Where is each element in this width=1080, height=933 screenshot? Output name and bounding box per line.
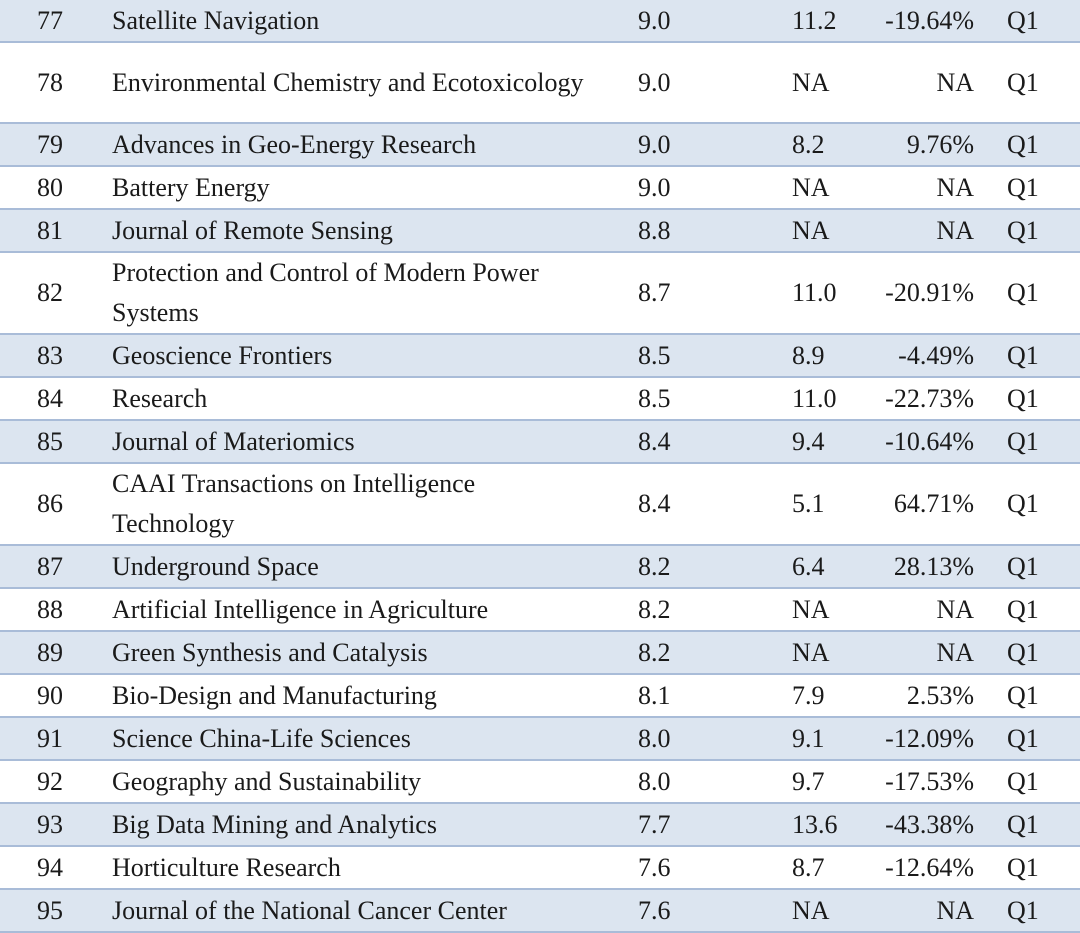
impact-factor-2022-cell: 5.1	[748, 463, 872, 545]
rank-cell: 93	[0, 803, 100, 846]
impact-factor-2023-cell: 8.0	[601, 717, 748, 760]
impact-factor-2022-cell: NA	[748, 631, 872, 674]
journal-title-cell: Green Synthesis and Catalysis	[100, 631, 601, 674]
impact-factor-2022-cell: 8.7	[748, 846, 872, 889]
change-percent-cell: -17.53%	[872, 760, 988, 803]
quartile-cell: Q1	[988, 377, 1080, 420]
impact-factor-2023-cell: 8.4	[601, 420, 748, 463]
quartile-cell: Q1	[988, 803, 1080, 846]
journal-title-cell: Big Data Mining and Analytics	[100, 803, 601, 846]
table-row	[0, 252, 1080, 334]
journal-title-cell: Horticulture Research	[100, 846, 601, 889]
quartile-cell: Q1	[988, 760, 1080, 803]
table-row	[0, 631, 1080, 674]
rank-cell: 89	[0, 631, 100, 674]
impact-factor-2022-cell: NA	[748, 209, 872, 252]
table-row	[0, 42, 1080, 123]
table-row	[0, 545, 1080, 588]
quartile-cell: Q1	[988, 42, 1080, 123]
change-percent-cell: 2.53%	[872, 674, 988, 717]
impact-factor-2022-cell: 11.0	[748, 252, 872, 334]
rank-cell: 82	[0, 252, 100, 334]
change-percent-cell: -43.38%	[872, 803, 988, 846]
journal-title-cell: Battery Energy	[100, 166, 601, 209]
impact-factor-2023-cell: 8.8	[601, 209, 748, 252]
quartile-cell: Q1	[988, 846, 1080, 889]
quartile-cell: Q1	[988, 334, 1080, 377]
impact-factor-2022-cell: 11.2	[748, 0, 872, 42]
journal-title-cell: Underground Space	[100, 545, 601, 588]
impact-factor-2023-cell: 8.7	[601, 252, 748, 334]
change-percent-cell: -19.64%	[872, 0, 988, 42]
impact-factor-2022-cell: 9.4	[748, 420, 872, 463]
change-percent-cell: NA	[872, 166, 988, 209]
impact-factor-2023-cell: 8.4	[601, 463, 748, 545]
change-percent-cell: -12.09%	[872, 717, 988, 760]
impact-factor-2022-cell: NA	[748, 588, 872, 631]
rank-cell: 87	[0, 545, 100, 588]
rank-cell: 85	[0, 420, 100, 463]
journal-title-cell: Science China-Life Sciences	[100, 717, 601, 760]
rank-cell: 84	[0, 377, 100, 420]
journal-title-cell: Protection and Control of Modern Power Systems	[100, 252, 601, 334]
change-percent-cell: NA	[872, 209, 988, 252]
rank-cell: 88	[0, 588, 100, 631]
quartile-cell: Q1	[988, 123, 1080, 166]
journal-title-cell: Artificial Intelligence in Agriculture	[100, 588, 601, 631]
quartile-cell: Q1	[988, 717, 1080, 760]
impact-factor-2022-cell: 13.6	[748, 803, 872, 846]
quartile-cell: Q1	[988, 545, 1080, 588]
journal-title-cell: Research	[100, 377, 601, 420]
impact-factor-2022-cell: 8.9	[748, 334, 872, 377]
impact-factor-2022-cell: 9.7	[748, 760, 872, 803]
impact-factor-2023-cell: 8.1	[601, 674, 748, 717]
journal-title-cell: Satellite Navigation	[100, 0, 601, 42]
rank-cell: 81	[0, 209, 100, 252]
impact-factor-2022-cell: 7.9	[748, 674, 872, 717]
impact-factor-2023-cell: 8.0	[601, 760, 748, 803]
change-percent-cell: -12.64%	[872, 846, 988, 889]
table-row	[0, 674, 1080, 717]
rank-cell: 86	[0, 463, 100, 545]
impact-factor-2022-cell: 9.1	[748, 717, 872, 760]
change-percent-cell: 64.71%	[872, 463, 988, 545]
table-row	[0, 377, 1080, 420]
journal-title-cell: Advances in Geo-Energy Research	[100, 123, 601, 166]
change-percent-cell: 28.13%	[872, 545, 988, 588]
journal-title-cell: Geography and Sustainability	[100, 760, 601, 803]
table-row	[0, 889, 1080, 932]
rank-cell: 91	[0, 717, 100, 760]
impact-factor-2022-cell: NA	[748, 889, 872, 932]
journal-title-cell: Journal of Materiomics	[100, 420, 601, 463]
impact-factor-2022-cell: 8.2	[748, 123, 872, 166]
quartile-cell: Q1	[988, 166, 1080, 209]
change-percent-cell: -10.64%	[872, 420, 988, 463]
table-row	[0, 463, 1080, 545]
rank-cell: 95	[0, 889, 100, 932]
quartile-cell: Q1	[988, 889, 1080, 932]
impact-factor-2023-cell: 9.0	[601, 123, 748, 166]
table-row	[0, 209, 1080, 252]
change-percent-cell: -4.49%	[872, 334, 988, 377]
journal-title-cell: Environmental Chemistry and Ecotoxicology	[100, 42, 601, 123]
quartile-cell: Q1	[988, 420, 1080, 463]
change-percent-cell: -22.73%	[872, 377, 988, 420]
rank-cell: 94	[0, 846, 100, 889]
rank-cell: 83	[0, 334, 100, 377]
impact-factor-2022-cell: 11.0	[748, 377, 872, 420]
rank-cell: 78	[0, 42, 100, 123]
table-row	[0, 123, 1080, 166]
quartile-cell: Q1	[988, 209, 1080, 252]
impact-factor-2023-cell: 9.0	[601, 0, 748, 42]
impact-factor-2023-cell: 7.6	[601, 846, 748, 889]
impact-factor-2023-cell: 9.0	[601, 42, 748, 123]
journal-title-cell: Journal of Remote Sensing	[100, 209, 601, 252]
impact-factor-2022-cell: 6.4	[748, 545, 872, 588]
impact-factor-2023-cell: 8.5	[601, 334, 748, 377]
impact-factor-2023-cell: 8.2	[601, 588, 748, 631]
rank-cell: 77	[0, 0, 100, 42]
change-percent-cell: NA	[872, 631, 988, 674]
impact-factor-2023-cell: 8.2	[601, 545, 748, 588]
change-percent-cell: 9.76%	[872, 123, 988, 166]
impact-factor-2022-cell: NA	[748, 166, 872, 209]
impact-factor-2022-cell: NA	[748, 42, 872, 123]
table-row	[0, 334, 1080, 377]
rank-cell: 90	[0, 674, 100, 717]
table-row	[0, 760, 1080, 803]
impact-factor-2023-cell: 7.6	[601, 889, 748, 932]
rank-cell: 79	[0, 123, 100, 166]
impact-factor-2023-cell: 7.7	[601, 803, 748, 846]
quartile-cell: Q1	[988, 588, 1080, 631]
impact-factor-2023-cell: 9.0	[601, 166, 748, 209]
table-row	[0, 588, 1080, 631]
table-row	[0, 846, 1080, 889]
change-percent-cell: NA	[872, 588, 988, 631]
quartile-cell: Q1	[988, 631, 1080, 674]
change-percent-cell: NA	[872, 889, 988, 932]
impact-factor-2023-cell: 8.2	[601, 631, 748, 674]
quartile-cell: Q1	[988, 674, 1080, 717]
table-row	[0, 803, 1080, 846]
rank-cell: 80	[0, 166, 100, 209]
journal-title-cell: Journal of the National Cancer Center	[100, 889, 601, 932]
rank-cell: 92	[0, 760, 100, 803]
quartile-cell: Q1	[988, 0, 1080, 42]
journal-title-cell: Geoscience Frontiers	[100, 334, 601, 377]
quartile-cell: Q1	[988, 463, 1080, 545]
change-percent-cell: NA	[872, 42, 988, 123]
table-row	[0, 717, 1080, 760]
change-percent-cell: -20.91%	[872, 252, 988, 334]
table-row	[0, 420, 1080, 463]
table-row	[0, 166, 1080, 209]
journal-title-cell: Bio-Design and Manufacturing	[100, 674, 601, 717]
impact-factor-2023-cell: 8.5	[601, 377, 748, 420]
quartile-cell: Q1	[988, 252, 1080, 334]
journal-title-cell: CAAI Transactions on Intelligence Technology	[100, 463, 601, 545]
table-row	[0, 0, 1080, 42]
